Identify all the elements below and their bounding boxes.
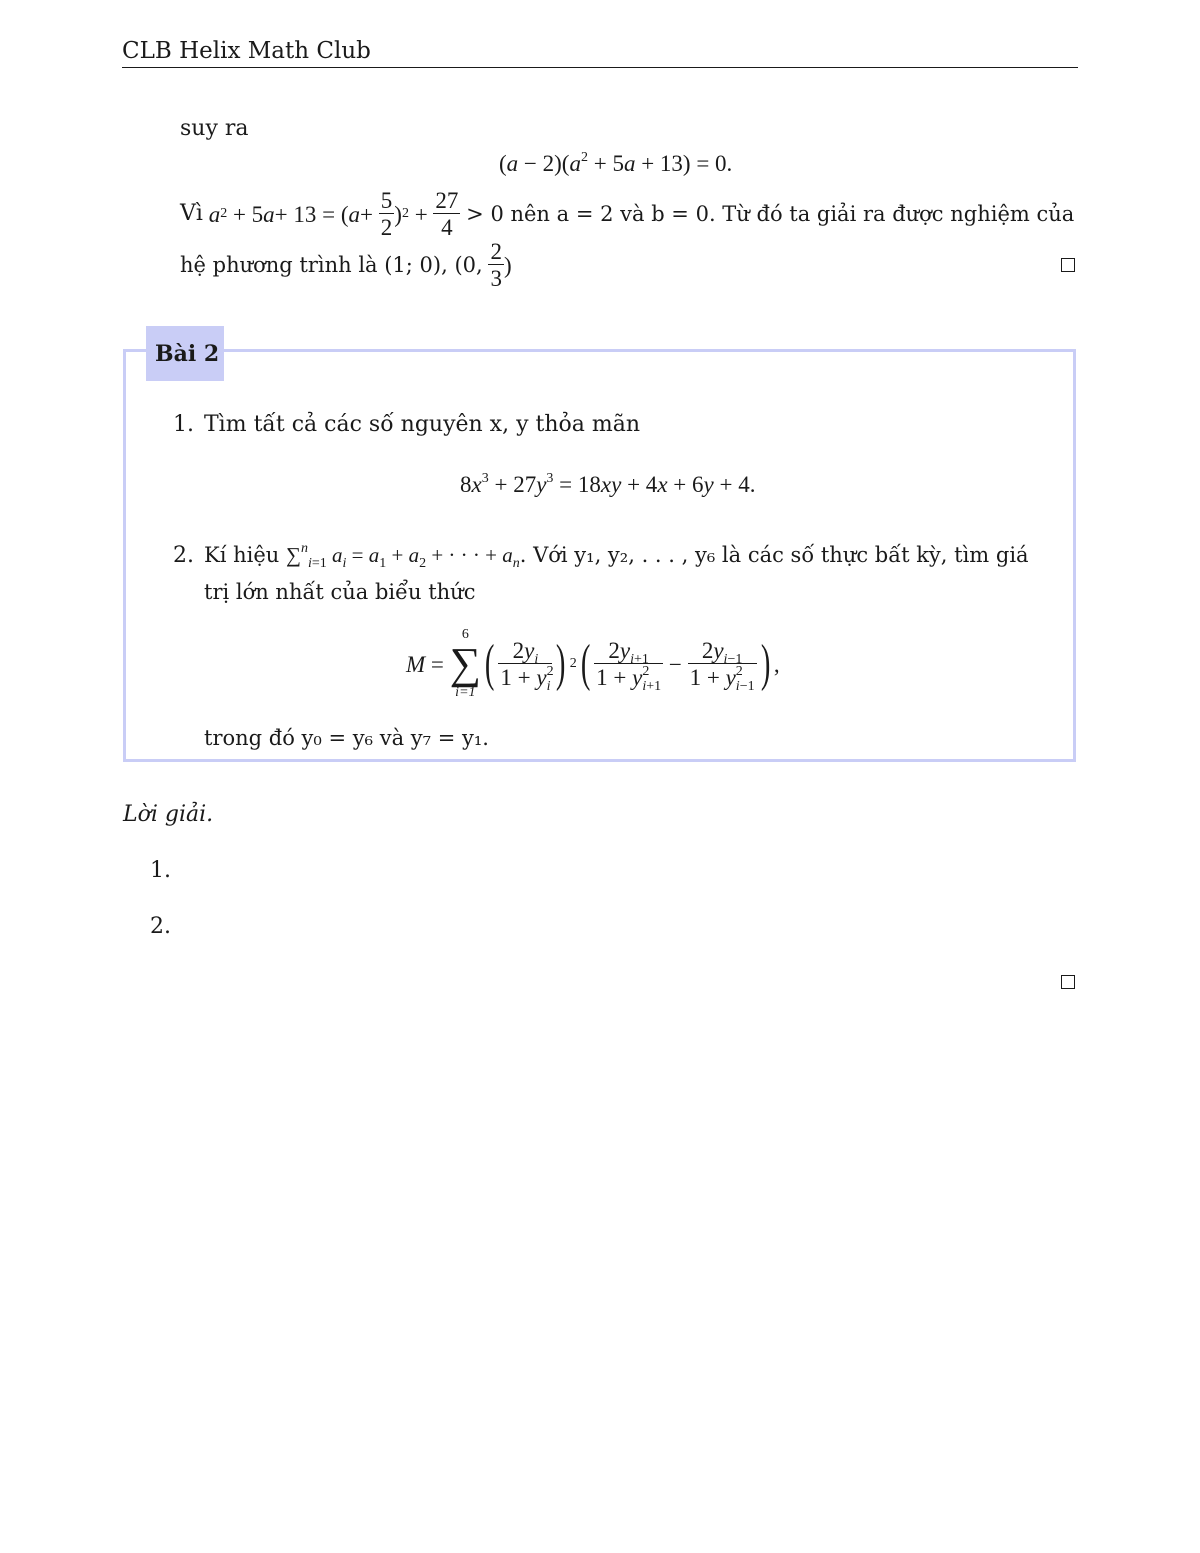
item2-text-a: Kí hiệu	[204, 543, 280, 567]
fraction-27-4: $\frac{27}{4}$	[435, 188, 459, 240]
item1-number: 1.	[173, 412, 194, 437]
qed-square-final	[1061, 975, 1075, 989]
item2-text-b: . Với y₁, y₂, . . . , y₆ là các số thực bất kỳ, tìm giá	[519, 543, 1029, 567]
item2-condition: trong đó y₀ = y₆ và y₇ = y₁.	[204, 726, 489, 750]
header-rule	[122, 67, 1078, 68]
conclusion-line: hệ phương trình là (1; 0), (0, $\frac{2}{3}$ )	[180, 239, 512, 291]
lead-text: suy ra	[180, 116, 249, 141]
item1-equation: $8x^3 + 27y^3 = 18xy + 4x + 6y + 4$.	[460, 471, 756, 497]
because-line: Vì a 2 + 5 a + 13 = ( a + $\frac{5}{2}$ ) 2 + $\frac{27}{4}$ > 0 nên a = 2 và b = 0. Từ đó ta giải ra được nghiệm của	[180, 188, 1075, 240]
item1-text: Tìm tất cả các số nguyên x, y thỏa mãn	[204, 412, 641, 437]
item2-number: 2.	[173, 543, 194, 568]
item2-line1	[204, 541, 1029, 571]
solution-step-1: 1.	[150, 858, 171, 883]
solution-label: Lời giải.	[123, 802, 214, 827]
because-prefix: Vì	[180, 201, 203, 226]
fraction-2-3: $\frac{2}{3}$	[490, 239, 502, 291]
factored-equation: $(a - 2)(a^2 + 5a + 13) = 0$.	[499, 150, 733, 176]
sum-symbol: 6 ∑ i=1	[449, 627, 482, 700]
expression-m: M = 6 ∑ i=1 ( $\frac{2y_i}{1 + y^2_i}$ ) 2 ( $\frac{2y_{i+1}}{1 + y^2_{i+1}}$ − $\frac{2y_{i-1}}{1 + y^2_{i-1}}$ ) ,	[406, 627, 780, 700]
fraction-5-2: $\frac{5}{2}$	[380, 188, 393, 240]
sum-notation: ∑$^n_{i=1}$ $a_i = a_1 + a_2$ + · · · + $a_n$	[285, 541, 520, 571]
page-header-title: CLB Helix Math Club	[122, 38, 371, 64]
because-text: > 0 nên a = 2 và b = 0. Từ đó ta giải ra được nghiệm của	[466, 201, 1075, 226]
conclusion-text: hệ phương trình là (1; 0), (0,	[180, 252, 483, 277]
item2-text-c: trị lớn nhất của biểu thức	[204, 580, 476, 604]
qed-square	[1061, 258, 1075, 272]
solution-step-2: 2.	[150, 914, 171, 939]
problem-label: Bài 2	[155, 341, 220, 367]
